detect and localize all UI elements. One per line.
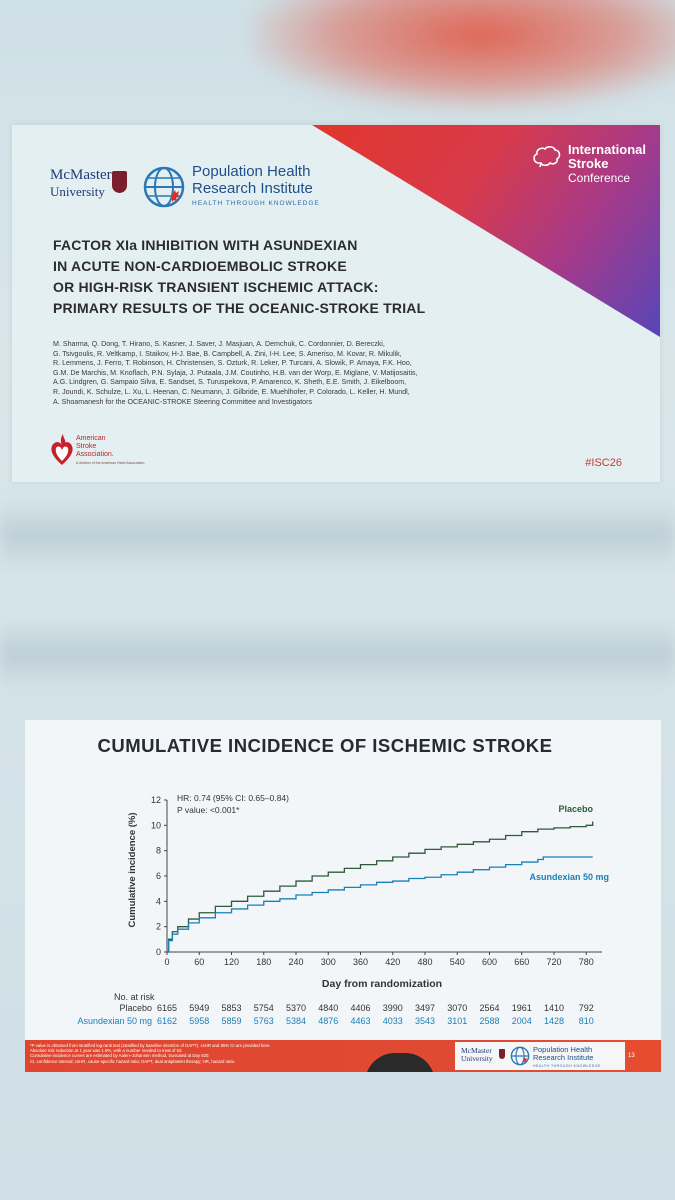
footnote: Cumulative incidence curves are estimated by Aalen–Johansen method, truncated at Day 820. — [30, 1053, 210, 1059]
risk-value: 5859 — [221, 1016, 242, 1026]
x-tick-label: 720 — [546, 957, 562, 967]
risk-value: 810 — [578, 1016, 594, 1026]
legend-asundexian: Asundexian 50 mg — [529, 872, 609, 882]
p-value-annotation: P value: <0.001* — [177, 805, 240, 815]
footer-mcmaster — [461, 1047, 493, 1063]
risk-row-label: Placebo — [119, 1003, 152, 1013]
title-line: PRIMARY RESULTS OF THE OCEANIC-STROKE TRIAL — [53, 300, 426, 316]
risk-value: 4033 — [382, 1016, 403, 1026]
x-tick-label: 360 — [352, 957, 369, 967]
phri-tagline: HEALTH THROUGH KNOWLEDGE — [192, 200, 320, 207]
risk-value: 6165 — [156, 1003, 178, 1013]
risk-value: 5763 — [253, 1016, 274, 1026]
risk-value: 1428 — [543, 1016, 565, 1026]
mcmaster-logo — [50, 167, 112, 200]
author-line: A.G. Lindgren, G. Sampaio Silva, E. Sandset, S. Turuspekova, P. Amarenco, K. Sheth, E.E. Smith, J. Eikelboom, — [53, 378, 407, 387]
x-tick-label: 180 — [256, 957, 272, 967]
isc-line2: Stroke — [567, 156, 609, 171]
footer-phri — [533, 1046, 601, 1070]
brain-icon — [532, 145, 562, 169]
legend-placebo: Placebo — [558, 804, 593, 814]
asa-logo — [76, 435, 145, 465]
author-line: G.M. De Marchis, M. Knoflach, P.N. Sylaja, J. Putaala, J.M. Coutinho, H.B. van der Worp, E. Miglane, V. Matijosaitis, — [53, 368, 418, 377]
risk-value: 5384 — [285, 1016, 307, 1026]
title-line: FACTOR XIa INHIBITION WITH ASUNDEXIAN — [53, 237, 358, 253]
footer-phri-line2: Research Institute — [533, 1053, 594, 1062]
incidence-chart — [25, 720, 661, 990]
presentation-title — [53, 235, 493, 319]
risk-value: 4840 — [318, 1003, 339, 1013]
footnote: Absolute risk reduction at 1 year was 1.9%, with a number needed to treat of 53. — [30, 1048, 183, 1054]
x-tick-label: 240 — [288, 957, 304, 967]
phri-line2: Research Institute — [192, 180, 313, 197]
title-line: OR HIGH-RISK TRANSIENT ISCHEMIC ATTACK: — [53, 279, 379, 295]
x-tick-label: 60 — [194, 957, 205, 967]
x-tick-label: 300 — [320, 957, 336, 967]
risk-value: 2588 — [479, 1016, 500, 1026]
risk-value: 3070 — [447, 1003, 468, 1013]
risk-value: 1961 — [511, 1003, 532, 1013]
isc-logo — [568, 143, 646, 185]
risk-value: 4406 — [350, 1003, 371, 1013]
background-blur — [0, 500, 675, 570]
author-list — [53, 340, 613, 407]
risk-value: 2564 — [479, 1003, 500, 1013]
risk-value: 4876 — [318, 1016, 339, 1026]
x-tick-label: 0 — [164, 957, 170, 967]
phri-line1: Population Health — [192, 163, 311, 180]
mcmaster-crest-icon — [112, 171, 127, 193]
author-line: M. Sharma, Q. Dong, T. Hirano, S. Kasner, J. Saver, J. Masjuan, A. Demchuk, C. Cordonnier, D. Bereczki, — [53, 340, 385, 348]
y-tick-label: 10 — [150, 820, 161, 831]
asa-line1: American — [76, 435, 106, 442]
series-line-placebo — [167, 822, 593, 952]
x-axis-label: Day from randomization — [321, 978, 443, 990]
footnote: *P value is obtained from stratified log-rank test (stratified by baseline intention of DAPT). csHR and 95% CI are provided here. — [30, 1043, 271, 1048]
y-tick-label: 0 — [155, 947, 161, 957]
author-line: R. Joundi, K. Schulze, L. Xu, L. Heenan, C. Neumann, J. Gilbride, E. Muehlhofer, P. Colorado, L. Keller, H. Mundl, — [53, 387, 410, 396]
x-tick-label: 780 — [578, 957, 594, 967]
y-axis-label: Cumulative incidence (%) — [127, 812, 138, 928]
isc-line3: Conference — [567, 171, 631, 185]
author-line: R. Lemmens, J. Ferro, T. Robinson, H. Christensen, S. Ozturk, R. Leker, P. Turcani, A. Slowik, P. Amaya, F.K. Hoo, — [53, 359, 412, 368]
risk-value: 792 — [578, 1003, 594, 1013]
mcmaster-name: McMaster — [50, 167, 112, 183]
mcmaster-crest-icon — [499, 1049, 505, 1059]
y-tick-label: 6 — [155, 871, 161, 881]
slide-title: CUMULATIVE INCIDENCE OF ISCHEMIC STROKE — [97, 735, 553, 756]
risk-value: 5853 — [221, 1003, 242, 1013]
risk-value: 5754 — [253, 1003, 274, 1013]
x-tick-label: 420 — [385, 957, 401, 967]
x-tick-label: 120 — [223, 957, 240, 967]
globe-icon — [510, 1046, 530, 1066]
background-red-glow — [250, 0, 675, 110]
risk-value: 5370 — [285, 1003, 307, 1013]
hashtag: #ISC26 — [585, 457, 622, 469]
risk-row-placebo — [25, 1003, 625, 1015]
x-tick-label: 480 — [417, 957, 433, 967]
risk-value: 3497 — [414, 1003, 436, 1013]
risk-row-label: Asundexian 50 mg — [77, 1016, 152, 1026]
hr-annotation: HR: 0.74 (95% CI: 0.65–0.84) — [177, 793, 289, 803]
author-line: G. Tsivgoulis, R. Veltkamp, I. Staikov, H-J. Bae, B. Campbell, A. Zini, I-H. Lee, S. Ameriso, M. Kovar, R. Mikulik, — [53, 349, 402, 358]
risk-row-asundexian — [25, 1016, 625, 1028]
mcmaster-university: University — [50, 184, 105, 199]
x-tick-label: 540 — [449, 957, 465, 967]
y-tick-label: 4 — [155, 896, 161, 907]
footer-mcmaster-name: McMaster — [461, 1046, 492, 1055]
risk-value: 1410 — [543, 1003, 565, 1013]
risk-value: 6162 — [156, 1016, 178, 1026]
page-number: 13 — [628, 1053, 635, 1059]
risk-value: 5958 — [189, 1016, 210, 1026]
asa-line3: Association. — [76, 451, 114, 458]
y-tick-label: 8 — [155, 845, 161, 856]
footer-logos — [455, 1042, 625, 1070]
x-tick-label: 660 — [514, 957, 530, 967]
y-tick-label: 2 — [155, 921, 161, 932]
author-line: A. Shoamanesh for the OCEANIC-STROKE Steering Committee and Investigators — [53, 397, 313, 406]
risk-value: 2004 — [511, 1016, 532, 1026]
footer-mcmaster-uni: University — [461, 1054, 493, 1063]
risk-value: 3990 — [382, 1003, 403, 1013]
results-slide — [25, 720, 661, 1072]
globe-icon — [142, 165, 186, 209]
risk-table-header: No. at risk — [114, 992, 155, 1002]
phri-logo — [192, 163, 320, 207]
risk-value: 3543 — [414, 1016, 436, 1026]
asa-subtitle: A division of the American Heart Association. — [76, 461, 146, 465]
title-slide — [12, 125, 660, 482]
title-line: IN ACUTE NON-CARDIOEMBOLIC STROKE — [53, 258, 347, 274]
x-tick-label: 600 — [481, 957, 498, 967]
risk-value: 3101 — [447, 1016, 468, 1026]
isc-line1: International — [567, 142, 646, 157]
background-blur — [0, 620, 675, 690]
risk-value: 5949 — [189, 1003, 210, 1013]
y-tick-label: 12 — [150, 795, 161, 805]
asa-line2: Stroke — [76, 443, 97, 450]
footer-phri-tagline: HEALTH THROUGH KNOWLEDGE — [533, 1064, 601, 1068]
footnote: CI, confidence interval; csHR, cause-specific hazard ratio; DAPT, dual antiplatelet therapy; HR, hazard ratio. — [30, 1058, 236, 1064]
risk-value: 4463 — [350, 1016, 371, 1026]
slide-footer — [25, 1040, 661, 1072]
footer-phri-line1: Population Health — [533, 1045, 593, 1054]
heart-torch-icon — [49, 433, 75, 467]
